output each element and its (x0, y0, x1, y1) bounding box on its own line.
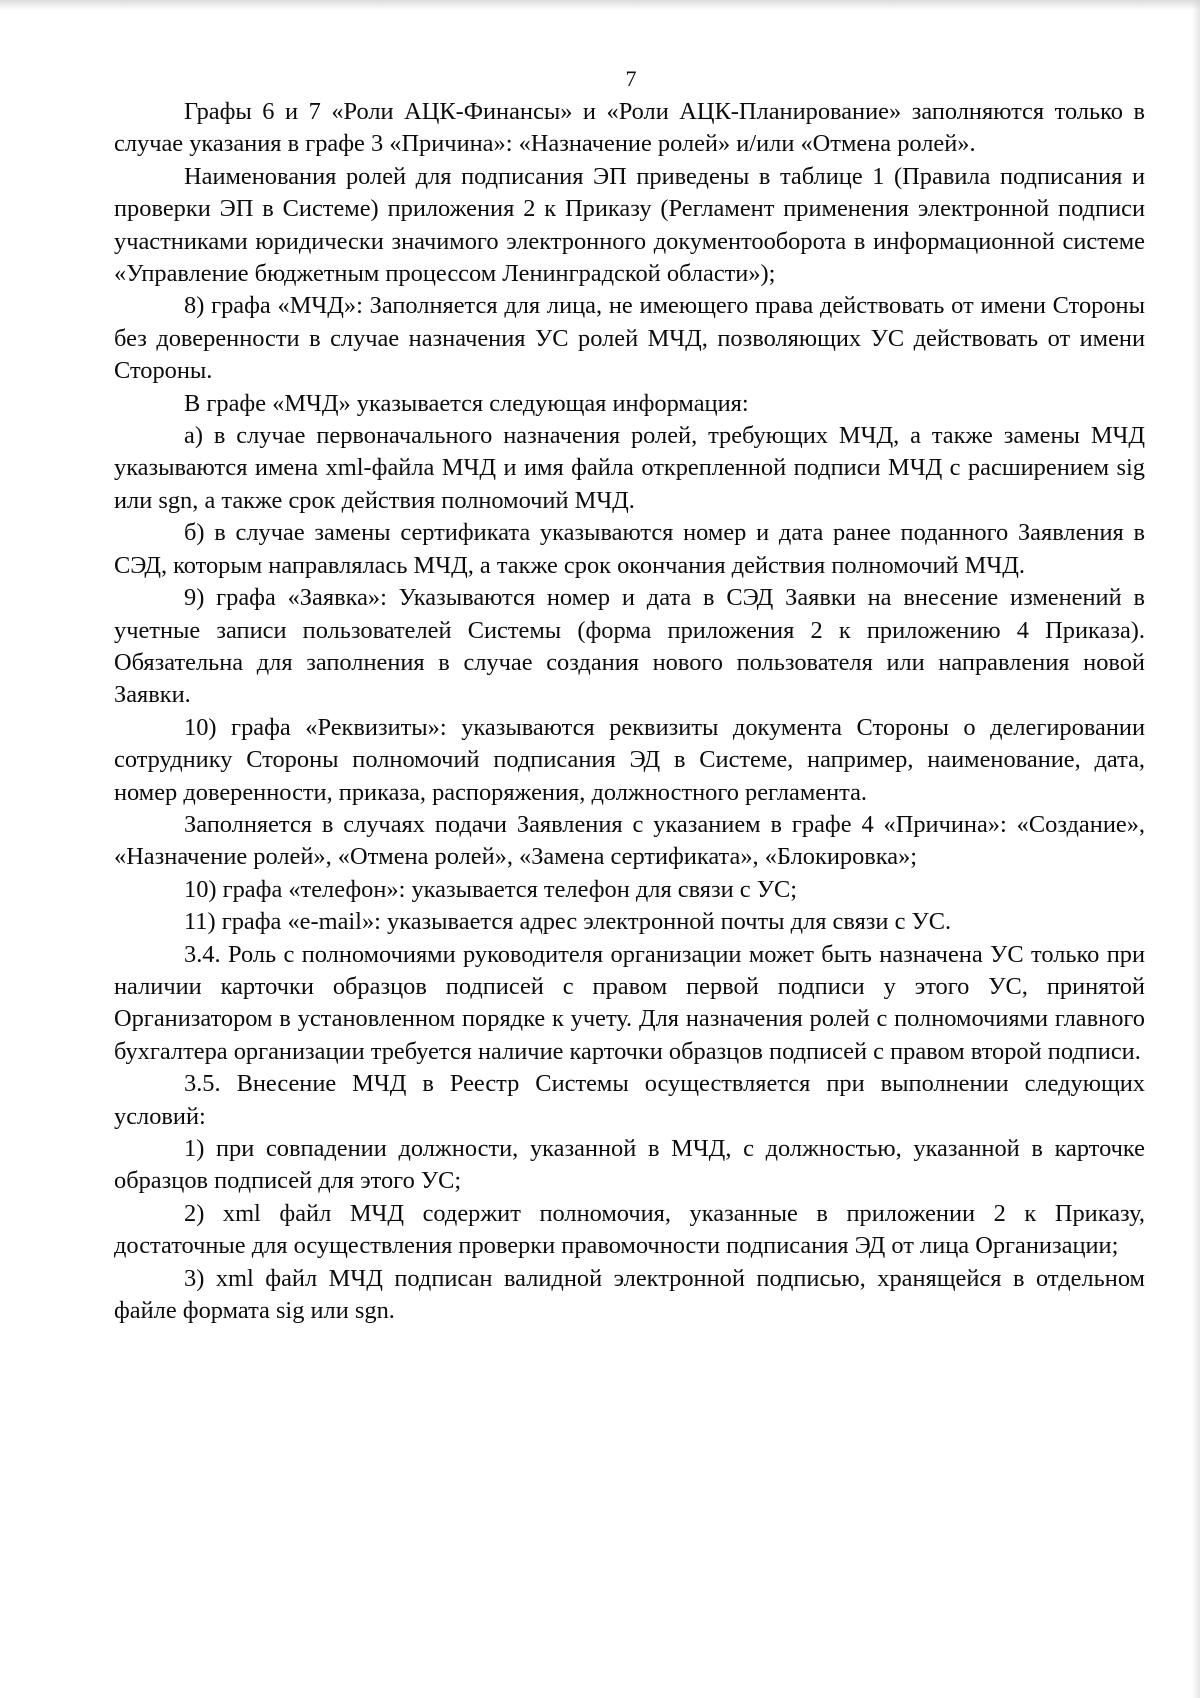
paragraph-requisites-column: 10) графа «Реквизиты»: указываются реквизиты документа Стороны о делегировании сотруднику Стороны полномочий подписания ЭД в Системе, например, наименование, дата, номер доверенности, приказа, распоряжения, должностного регламента. (114, 713, 1145, 806)
document-body (114, 96, 1145, 1327)
paragraph-mchd-item-a: а) в случае первоначального назначения ролей, требующих МЧД, а также замены МЧД указываются имена xml-файла МЧД и имя файла открепленной подписи МЧД с расширением sig или sgn, а также срок действия полномочий МЧД. (114, 422, 1145, 514)
scan-edge-top (0, 0, 1200, 10)
paragraph-mchd-info: В графе «МЧД» указывается следующая информация: (184, 389, 749, 417)
paragraph-email-column: 11) графа «e-mail»: указывается адрес электронной почты для связи с УС. (184, 908, 952, 936)
paragraph-mchd-item-b: б) в случае замены сертификата указываются номер и дата ранее поданного Заявления в СЭД, которым направлялась МЧД, а также срок окончания действия полномочий МЧД. (114, 519, 1145, 579)
paragraph-condition-2: 2) xml файл МЧД содержит полномочия, указанные в приложении 2 к Приказу, достаточные для осуществления проверки правомочности подписания ЭД от лица Организации; (114, 1199, 1145, 1260)
paragraph-section-3-4: 3.4. Роль с полномочиями руководителя организации может быть назначена УС только при наличии карточки образцов подписей с правом первой подписи у этого УС, принятой Организатором в установленном порядке к учету. Для назначения ролей с полномочиями главного бухгалтера организации требуется наличие карточки образцов подписей с правом второй подписи. (114, 940, 1145, 1065)
paragraph-condition-3: 3) xml файл МЧД подписан валидной электронной подписью, хранящейся в отдельном файле формата sig или sgn. (114, 1264, 1145, 1325)
paragraph-section-3-5: 3.5. Внесение МЧД в Реестр Системы осуществляется при выполнении следующих условий: (114, 1070, 1145, 1130)
paragraph-request-column: 9) графа «Заявка»: Указываются номер и дата в СЭД Заявки на внесение изменений в учетные записи пользователей Системы (форма приложения 2 к приложению 4 Приказа). Обязательна для заполнения в случае создания нового пользователя или направления новой Заявки. (114, 584, 1145, 709)
page-number: 7 (625, 66, 637, 91)
paragraph-mchd-column: 8) графа «МЧД»: Заполняется для лица, не имеющего права действовать от имени Стороны без доверенности в случае назначения УС ролей МЧД, позволяющих УС действовать от имени Стороны. (114, 292, 1145, 385)
paragraph-roles-columns: Графы 6 и 7 «Роли АЦК-Финансы» и «Роли АЦК-Планирование» заполняются только в случае указания в графе 3 «Причина»: «Назначение ролей» и/или «Отмена ролей». (114, 98, 1145, 158)
paragraph-requisites-cases: Заполняется в случаях подачи Заявления с указанием в графе 4 «Причина»: «Создание», «Назначение ролей», «Отмена ролей», «Замена сертификата», «Блокировка»; (114, 810, 1145, 871)
paragraph-role-names: Наименования ролей для подписания ЭП приведены в таблице 1 (Правила подписания и проверки ЭП в Системе) приложения 2 к Приказу (Регламент применения электронной подписи участниками юридически значимого электронного документооборота в информационной системе «Управление бюджетным процессом Ленинградской области»); (114, 162, 1145, 288)
paragraph-condition-1: 1) при совпадении должности, указанной в МЧД, с должностью, указанной в карточке образцов подписей для этого УС; (114, 1135, 1145, 1195)
paragraph-phone-column: 10) графа «телефон»: указывается телефон для связи с УС; (184, 875, 798, 903)
scan-edge-right (1192, 0, 1200, 1698)
